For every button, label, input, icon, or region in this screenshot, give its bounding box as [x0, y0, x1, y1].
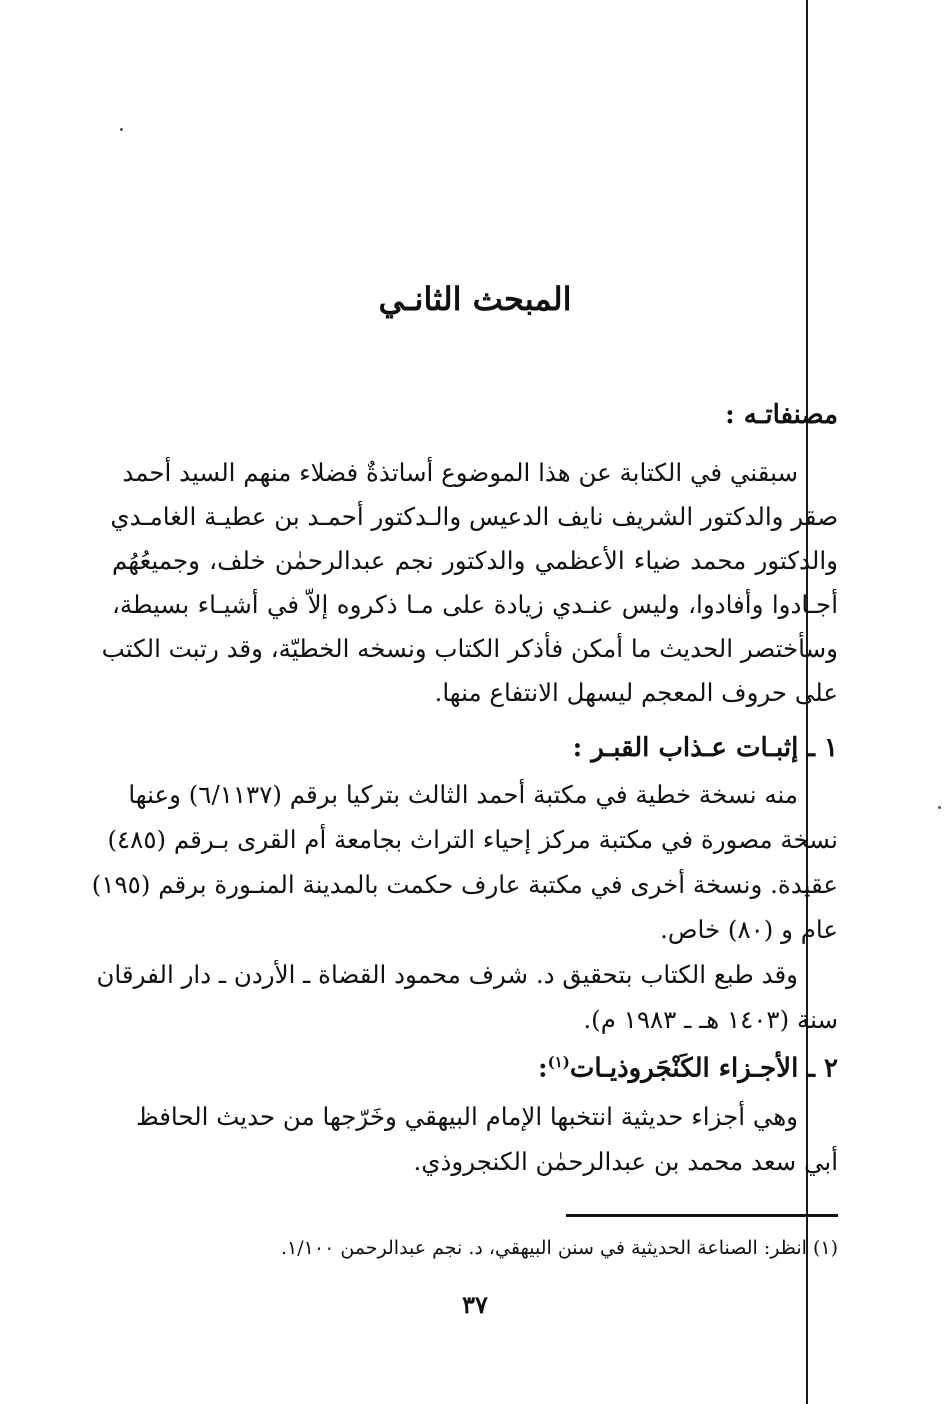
footnote-separator [566, 1214, 838, 1217]
item-1-line: منه نسخة خطية في مكتبة أحمد الثالث بتركيا برقم (٦/١١٣٧) وعنها [128, 780, 798, 809]
item-1-line: عام و (٨٠) خاص. [660, 915, 838, 944]
intro-line: صقر والدكتور الشريف نايف الدعيس والـدكتور أحمـد بن عطيـة الغامـدي [110, 502, 838, 531]
scan-speck [120, 128, 123, 131]
intro-line: سبقني في الكتابة عن هذا الموضوع أساتذةٌ فضلاء منهم السيد أحمد [122, 458, 798, 487]
intro-line: والدكتور محمد ضياء الأعظمي والدكتور نجم عبدالرحمٰن خلف، وجميعُهُم [112, 546, 838, 575]
page-number: ٣٧ [462, 1290, 488, 1319]
footnote-reference: (١) [547, 1053, 570, 1071]
item-2-line: وهي أجزاء حديثية انتخبها الإمام البيهقي وخَرّجها من حديث الحافظ [135, 1102, 798, 1131]
item-2-heading-colon: : [537, 1053, 548, 1084]
item-2-line: أبي سعد محمد بن عبدالرحمٰن الكنجروذي. [413, 1147, 838, 1176]
section-heading: مصنفاتـه : [725, 400, 838, 430]
item-1-line: نسخة مصورة في مكتبة مركز إحياء التراث بجامعة أم القرى بـرقم (٤٨٥) [107, 825, 838, 854]
item-2-heading [538, 1053, 838, 1084]
footnote: (١) انظر: الصناعة الحديثية في سنن البيهقي، د. نجم عبدالرحمن ١/١٠٠. [281, 1237, 838, 1259]
chapter-title: المبحث الثانـي [378, 280, 572, 318]
item-1-heading: ١ ـ إثبـات عـذاب القبـر : [572, 733, 838, 763]
intro-line: أجـادوا وأفادوا، وليس عنـدي زيادة على مـا ذكروه إلاّ في أشيـاء بسيطة، [112, 590, 838, 619]
scan-speck [938, 806, 941, 809]
intro-line: على حروف المعجم ليسهل الانتفاع منها. [434, 678, 838, 707]
item-1-print-line: وقد طبع الكتاب بتحقيق د. شرف محمود القضاة ـ الأردن ـ دار الفرقان [96, 960, 798, 989]
item-2-heading-text: ٢ ـ الأجـزاء الكَنْجَروذيـات [569, 1053, 838, 1084]
item-1-print-line: سنة (١٤٠٣ هـ ـ ١٩٨٣ م). [583, 1005, 838, 1034]
intro-line: وسأختصر الحديث ما أمكن فأذكر الكتاب ونسخه الخطيّة، وقد رتبت الكتب [101, 634, 838, 663]
item-1-line: عقيدة. ونسخة أخرى في مكتبة عارف حكمت بالمدينة المنـورة برقم (١٩٥) [91, 870, 838, 899]
